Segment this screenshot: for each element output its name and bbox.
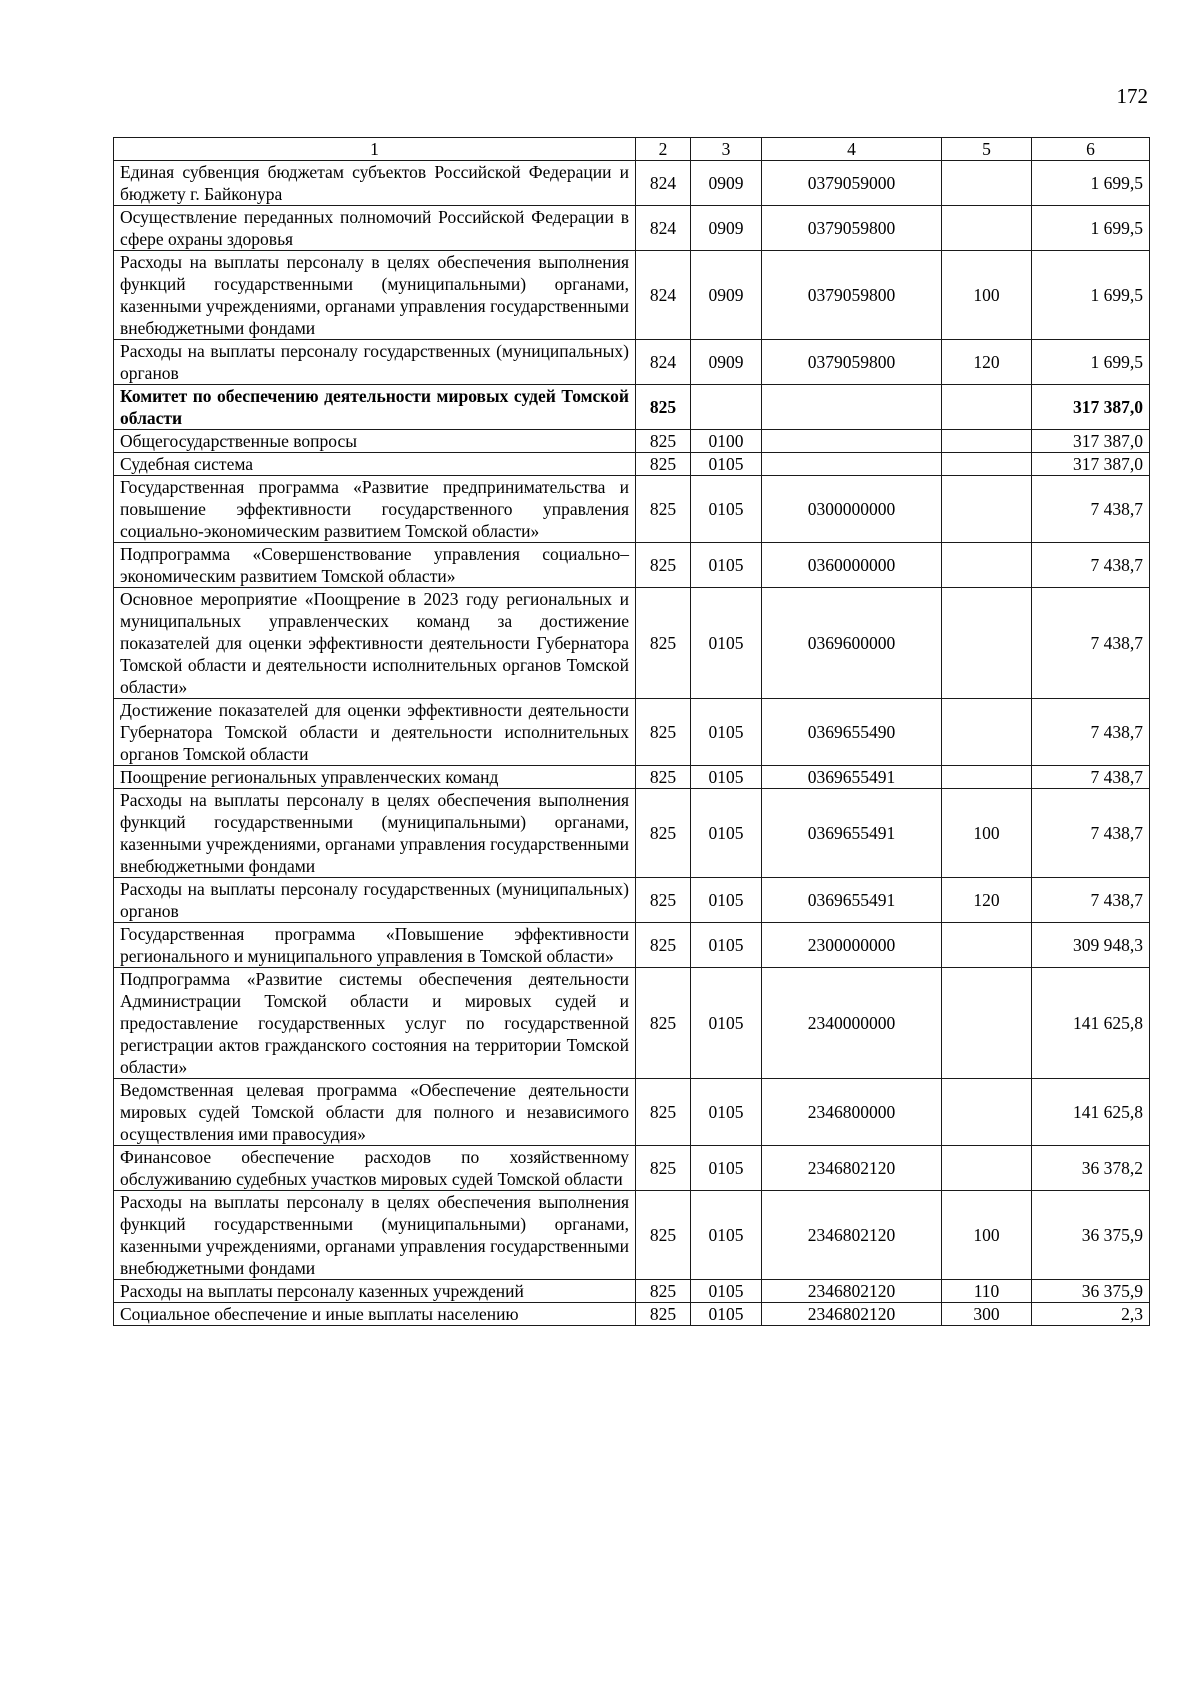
col-target-article: 2346802120	[762, 1191, 942, 1280]
row-description: Общегосударственные вопросы	[114, 430, 636, 453]
col-ved-code: 825	[636, 766, 691, 789]
row-description: Ведомственная целевая программа «Обеспечение деятельности мировых судей Томской области для полного и независимого осуществления ими правосудия»	[114, 1079, 636, 1146]
col-ved-code: 825	[636, 968, 691, 1079]
col-target-article: 0300000000	[762, 476, 942, 543]
col-expense-type: 120	[942, 340, 1032, 385]
table-row	[114, 1079, 1150, 1146]
table-row	[114, 206, 1150, 251]
col-amount: 2,3	[1032, 1303, 1150, 1326]
col-amount: 7 438,7	[1032, 766, 1150, 789]
table-row	[114, 923, 1150, 968]
col-section-code: 0105	[691, 1280, 762, 1303]
table-row	[114, 1191, 1150, 1280]
col-section-code: 0909	[691, 161, 762, 206]
col-ved-code: 824	[636, 161, 691, 206]
col-expense-type	[942, 543, 1032, 588]
row-description: Расходы на выплаты персоналу в целях обеспечения выполнения функций государственными (муниципальными) органами, казенными учреждениями, органами управления государственными внебюджетными фондами	[114, 789, 636, 878]
col-expense-type: 100	[942, 251, 1032, 340]
col-target-article: 0369600000	[762, 588, 942, 699]
col-ved-code: 825	[636, 699, 691, 766]
col-target-article	[762, 385, 942, 430]
col-amount: 1 699,5	[1032, 161, 1150, 206]
col-amount: 1 699,5	[1032, 340, 1150, 385]
col-section-code: 0105	[691, 588, 762, 699]
col-expense-type	[942, 699, 1032, 766]
col-expense-type	[942, 206, 1032, 251]
col-ved-code: 825	[636, 453, 691, 476]
col-expense-type	[942, 430, 1032, 453]
table-row	[114, 766, 1150, 789]
col-expense-type: 120	[942, 878, 1032, 923]
col-target-article: 0379059800	[762, 340, 942, 385]
col-expense-type	[942, 476, 1032, 543]
table-row	[114, 1280, 1150, 1303]
col-target-article: 2346802120	[762, 1146, 942, 1191]
table-body	[114, 161, 1150, 1326]
col-section-code: 0909	[691, 340, 762, 385]
row-description: Социальное обеспечение и иные выплаты населению	[114, 1303, 636, 1326]
col-section-code	[691, 385, 762, 430]
table-row	[114, 251, 1150, 340]
table-row	[114, 453, 1150, 476]
col-expense-type	[942, 161, 1032, 206]
col-amount: 7 438,7	[1032, 699, 1150, 766]
col-ved-code: 825	[636, 1191, 691, 1280]
col-amount: 36 375,9	[1032, 1191, 1150, 1280]
col-expense-type	[942, 1146, 1032, 1191]
col-amount: 7 438,7	[1032, 878, 1150, 923]
col-expense-type: 100	[942, 1191, 1032, 1280]
row-description: Комитет по обеспечению деятельности мировых судей Томской области	[114, 385, 636, 430]
col-expense-type	[942, 1079, 1032, 1146]
row-description: Расходы на выплаты персоналу в целях обеспечения выполнения функций государственными (муниципальными) органами, казенными учреждениями, органами управления государственными внебюджетными фондами	[114, 1191, 636, 1280]
col-section-code: 0105	[691, 453, 762, 476]
col-section-code: 0105	[691, 789, 762, 878]
col-section-code: 0105	[691, 543, 762, 588]
col-amount: 141 625,8	[1032, 1079, 1150, 1146]
col-target-article: 0369655491	[762, 878, 942, 923]
table-row	[114, 968, 1150, 1079]
row-description: Судебная система	[114, 453, 636, 476]
table-row	[114, 161, 1150, 206]
col-target-article: 2300000000	[762, 923, 942, 968]
col-ved-code: 825	[636, 923, 691, 968]
col-amount: 317 387,0	[1032, 430, 1150, 453]
col-ved-code: 824	[636, 340, 691, 385]
col-section-code: 0105	[691, 1146, 762, 1191]
column-header: 1	[114, 138, 636, 161]
table-row	[114, 1303, 1150, 1326]
col-amount: 36 375,9	[1032, 1280, 1150, 1303]
col-ved-code: 825	[636, 878, 691, 923]
col-amount: 7 438,7	[1032, 588, 1150, 699]
col-amount: 141 625,8	[1032, 968, 1150, 1079]
col-ved-code: 825	[636, 789, 691, 878]
col-target-article	[762, 453, 942, 476]
col-target-article: 0369655491	[762, 789, 942, 878]
table-row	[114, 340, 1150, 385]
col-expense-type: 300	[942, 1303, 1032, 1326]
col-expense-type	[942, 923, 1032, 968]
col-section-code: 0105	[691, 1191, 762, 1280]
row-description: Расходы на выплаты персоналу в целях обеспечения выполнения функций государственными (муниципальными) органами, казенными учреждениями, органами управления государственными внебюджетными фондами	[114, 251, 636, 340]
table-row	[114, 878, 1150, 923]
table-row	[114, 699, 1150, 766]
col-section-code: 0105	[691, 878, 762, 923]
col-ved-code: 825	[636, 1146, 691, 1191]
col-ved-code: 825	[636, 543, 691, 588]
row-description: Расходы на выплаты персоналу казенных учреждений	[114, 1280, 636, 1303]
row-description: Основное мероприятие «Поощрение в 2023 году региональных и муниципальных управленческих команд за достижение показателей для оценки эффективности деятельности Губернатора Томской области и деятельности исполнительных органов Томской области»	[114, 588, 636, 699]
col-amount: 1 699,5	[1032, 206, 1150, 251]
row-description: Расходы на выплаты персоналу государственных (муниципальных) органов	[114, 340, 636, 385]
table-row	[114, 385, 1150, 430]
col-expense-type	[942, 385, 1032, 430]
col-target-article: 0379059000	[762, 161, 942, 206]
col-target-article	[762, 430, 942, 453]
col-amount: 7 438,7	[1032, 789, 1150, 878]
column-header: 2	[636, 138, 691, 161]
col-ved-code: 825	[636, 1280, 691, 1303]
column-header: 3	[691, 138, 762, 161]
row-description: Государственная программа «Повышение эффективности регионального и муниципального управления в Томской области»	[114, 923, 636, 968]
col-expense-type	[942, 453, 1032, 476]
col-amount: 36 378,2	[1032, 1146, 1150, 1191]
col-section-code: 0105	[691, 1079, 762, 1146]
col-amount: 7 438,7	[1032, 476, 1150, 543]
col-ved-code: 825	[636, 1303, 691, 1326]
col-section-code: 0105	[691, 1303, 762, 1326]
column-header: 6	[1032, 138, 1150, 161]
col-ved-code: 825	[636, 588, 691, 699]
col-ved-code: 824	[636, 206, 691, 251]
row-description: Достижение показателей для оценки эффективности деятельности Губернатора Томской области и деятельности исполнительных органов Томской области	[114, 699, 636, 766]
col-target-article: 2340000000	[762, 968, 942, 1079]
col-amount: 7 438,7	[1032, 543, 1150, 588]
table-header-row	[114, 138, 1150, 161]
col-target-article: 0379059800	[762, 206, 942, 251]
col-target-article: 0369655491	[762, 766, 942, 789]
col-section-code: 0100	[691, 430, 762, 453]
table-row	[114, 789, 1150, 878]
col-expense-type	[942, 766, 1032, 789]
col-ved-code: 825	[636, 385, 691, 430]
col-section-code: 0105	[691, 699, 762, 766]
col-expense-type: 100	[942, 789, 1032, 878]
table-row	[114, 588, 1150, 699]
col-target-article: 2346802120	[762, 1280, 942, 1303]
col-section-code: 0909	[691, 251, 762, 340]
col-target-article: 2346800000	[762, 1079, 942, 1146]
col-amount: 309 948,3	[1032, 923, 1150, 968]
col-section-code: 0105	[691, 476, 762, 543]
col-amount: 1 699,5	[1032, 251, 1150, 340]
col-expense-type	[942, 588, 1032, 699]
row-description: Осуществление переданных полномочий Российской Федерации в сфере охраны здоровья	[114, 206, 636, 251]
column-header: 5	[942, 138, 1032, 161]
row-description: Подпрограмма «Развитие системы обеспечения деятельности Администрации Томской области и мировых судей и предоставление государственных услуг по государственной регистрации актов гражданского состояния на территории Томской области»	[114, 968, 636, 1079]
col-target-article: 0379059800	[762, 251, 942, 340]
table-row	[114, 543, 1150, 588]
table-row	[114, 476, 1150, 543]
col-amount: 317 387,0	[1032, 385, 1150, 430]
col-ved-code: 825	[636, 476, 691, 543]
table-row	[114, 430, 1150, 453]
col-ved-code: 825	[636, 430, 691, 453]
column-header: 4	[762, 138, 942, 161]
row-description: Финансовое обеспечение расходов по хозяйственному обслуживанию судебных участков мировых судей Томской области	[114, 1146, 636, 1191]
table-row	[114, 1146, 1150, 1191]
col-target-article: 0360000000	[762, 543, 942, 588]
row-description: Государственная программа «Развитие предпринимательства и повышение эффективности государственного управления социально-экономическим развитием Томской области»	[114, 476, 636, 543]
col-section-code: 0105	[691, 766, 762, 789]
col-section-code: 0105	[691, 923, 762, 968]
col-ved-code: 824	[636, 251, 691, 340]
col-expense-type: 110	[942, 1280, 1032, 1303]
col-section-code: 0909	[691, 206, 762, 251]
col-ved-code: 825	[636, 1079, 691, 1146]
col-section-code: 0105	[691, 968, 762, 1079]
col-amount: 317 387,0	[1032, 453, 1150, 476]
budget-table	[113, 137, 1150, 1326]
row-description: Единая субвенция бюджетам субъектов Российской Федерации и бюджету г. Байконура	[114, 161, 636, 206]
col-target-article: 2346802120	[762, 1303, 942, 1326]
page-number: 172	[1116, 84, 1148, 108]
row-description: Расходы на выплаты персоналу государственных (муниципальных) органов	[114, 878, 636, 923]
row-description: Подпрограмма «Совершенствование управления социально–экономическим развитием Томской области»	[114, 543, 636, 588]
col-target-article: 0369655490	[762, 699, 942, 766]
row-description: Поощрение региональных управленческих команд	[114, 766, 636, 789]
col-expense-type	[942, 968, 1032, 1079]
